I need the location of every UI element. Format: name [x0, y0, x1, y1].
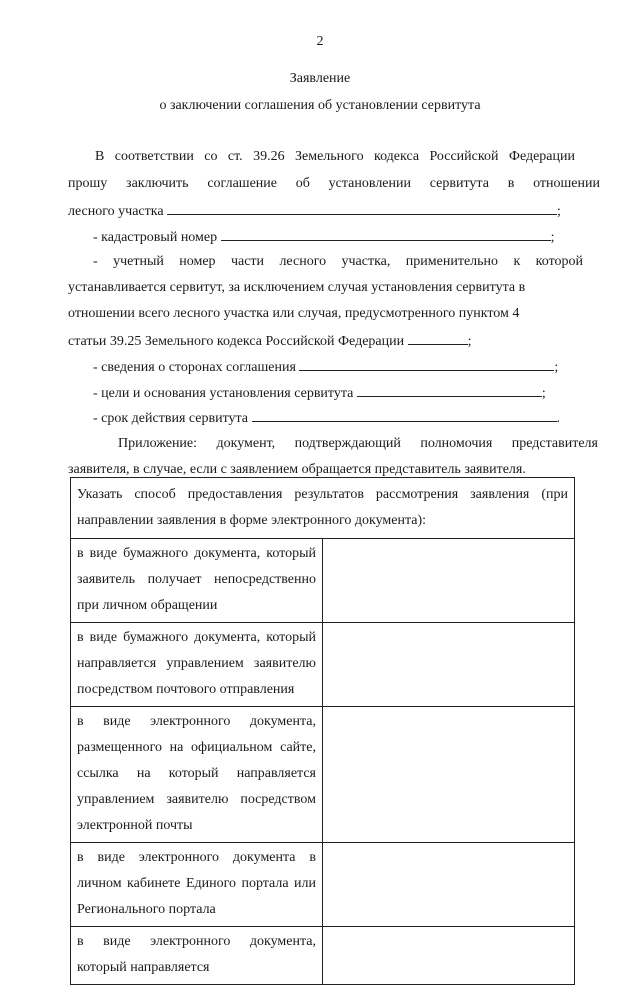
appendix-line-1: Приложение: документ, подтверждающий полномочия представителя [118, 436, 598, 451]
account-line-3: отношении всего лесного участка или случая, предусмотренного пунктом 4 [68, 306, 520, 321]
goals-field [93, 383, 546, 403]
body-line-1: В соответствии со ст. 39.26 Земельного кодекса Российской Федерации [95, 149, 575, 164]
delivery-option-checkbox-2[interactable] [323, 623, 575, 707]
delivery-method-table [70, 477, 575, 985]
account-input-line[interactable] [408, 331, 468, 345]
term-end: . [556, 411, 561, 426]
parties-end: ; [554, 360, 559, 375]
account-label: статьи 39.25 Земельного кодекса Российской Федерации [68, 334, 405, 349]
goals-input-line[interactable] [357, 383, 542, 397]
appendix-line-2: заявителя, в случае, если с заявлением обращается представитель заявителя. [68, 462, 526, 477]
account-line-2: устанавливается сервитут, за исключением случая установления сервитута в [68, 280, 526, 295]
cadastral-field [93, 227, 555, 247]
delivery-method-header: Указать способ предоставления результатов рассмотрения заявления (при направлении заявления в форме электронного документа): [71, 478, 575, 539]
cadastral-end: ; [550, 230, 555, 245]
term-input-line[interactable] [252, 408, 557, 422]
term-field [93, 408, 560, 428]
parties-field [93, 357, 558, 377]
delivery-option-text: в виде бумажного документа, который направляется управлением заявителю посредством почтового отправления [71, 623, 323, 707]
delivery-option-checkbox-5[interactable] [323, 927, 575, 985]
account-field [68, 331, 472, 351]
land-plot-field [68, 201, 561, 221]
delivery-option-text: в виде электронного документа, который направляется [71, 927, 323, 985]
delivery-option-checkbox-3[interactable] [323, 707, 575, 843]
land-plot-end: ; [557, 204, 561, 219]
land-plot-label: лесного участка [68, 204, 164, 219]
goals-end: ; [541, 386, 546, 401]
delivery-option-text: в виде бумажного документа, который заявитель получает непосредственно при личном обращении [71, 539, 323, 623]
account-line-1: - учетный номер части лесного участка, применительно к которой [93, 254, 583, 269]
cadastral-label: - кадастровый номер [93, 230, 218, 245]
delivery-option-checkbox-4[interactable] [323, 843, 575, 927]
document-subtitle: о заключении соглашения об установлении сервитута [159, 98, 481, 113]
delivery-option-checkbox-1[interactable] [323, 539, 575, 623]
account-end: ; [467, 334, 472, 349]
goals-label: - цели и основания установления сервитута [93, 386, 354, 401]
parties-input-line[interactable] [299, 357, 554, 371]
cadastral-input-line[interactable] [221, 227, 551, 241]
land-plot-input-line[interactable] [167, 201, 557, 215]
parties-label: - сведения о сторонах соглашения [93, 360, 296, 375]
body-line-2: прошу заключить соглашение об установлении сервитута в отношении [68, 176, 600, 191]
document-title: Заявление [289, 71, 351, 86]
delivery-option-text: в виде электронного документа в личном кабинете Единого портала или Регионального портала [71, 843, 323, 927]
term-label: - срок действия сервитута [93, 411, 249, 426]
page-number: 2 [316, 34, 324, 49]
delivery-option-text: в виде электронного документа, размещенного на официальном сайте, ссылка на который направляется управлением заявителю посредством электронной почты [71, 707, 323, 843]
